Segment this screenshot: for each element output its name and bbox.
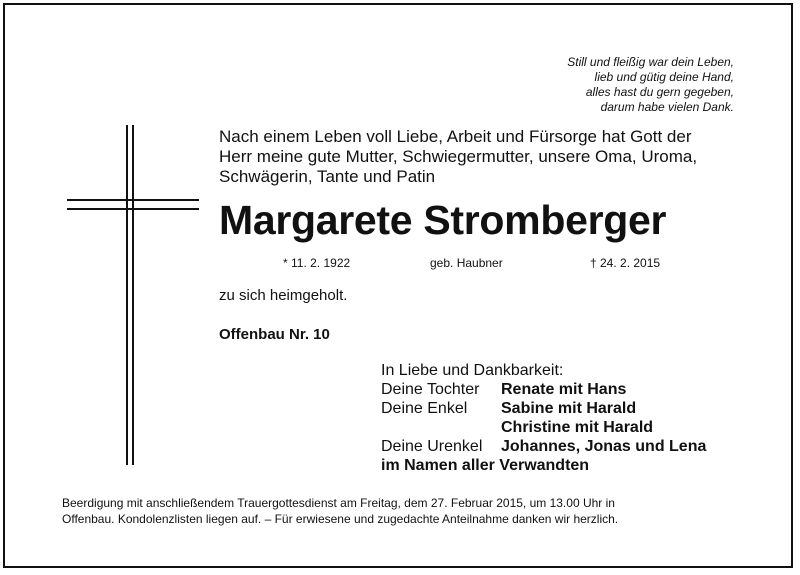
- mourner-label: Deine Urenkel: [381, 438, 483, 455]
- cross-intersection: [128, 201, 132, 208]
- mourner-names: Christine mit Harald: [501, 419, 654, 436]
- poem-line: darum habe vielen Dank.: [600, 100, 734, 114]
- intro-text: [219, 127, 697, 187]
- death-date: † 24. 2. 2015: [590, 256, 661, 270]
- poem-verse: [567, 55, 734, 115]
- mourner-names: Johannes, Jonas und Lena: [501, 438, 707, 455]
- mourners-closing-text: im Namen aller Verwandten: [381, 457, 590, 474]
- mourner-row: [381, 399, 706, 418]
- funeral-info-line: Offenbau. Kondolenzlisten liegen auf. – Für erwiesene und zugedachte Anteilnahme danken wir herzlich.: [62, 512, 619, 526]
- mourners-block: [381, 361, 706, 475]
- mourner-label: Deine Tochter: [381, 381, 480, 398]
- mourner-names: Sabine mit Harald: [501, 400, 637, 417]
- maiden-name: geb. Haubner: [430, 256, 503, 270]
- mourner-label: Deine Enkel: [381, 400, 468, 417]
- funeral-info: [62, 495, 618, 527]
- address: Offenbau Nr. 10: [219, 326, 330, 343]
- intro-line: Nach einem Leben voll Liebe, Arbeit und Fürsorge hat Gott der: [219, 127, 692, 146]
- mourners-closing: [381, 456, 706, 475]
- deceased-name: Margarete Stromberger: [219, 197, 667, 243]
- cross-horizontal-beam: [67, 199, 199, 210]
- poem-line: alles hast du gern gegeben,: [585, 85, 734, 99]
- mourners-heading: In Liebe und Dankbarkeit:: [381, 362, 564, 379]
- poem-line: lieb und gütig deine Hand,: [594, 70, 734, 84]
- heimgeholt-text: zu sich heimgeholt.: [219, 287, 348, 304]
- funeral-info-line: Beerdigung mit anschließendem Trauergottesdienst am Freitag, dem 27. Februar 2015, um 13.00 Uhr in: [62, 496, 615, 510]
- intro-line: Schwägerin, Tante und Patin: [219, 167, 436, 186]
- mourner-row: [381, 418, 706, 437]
- cross-vertical-beam: [126, 125, 134, 465]
- mourner-row: [381, 380, 706, 399]
- poem-line: Still und fleißig war dein Leben,: [567, 55, 734, 69]
- mourner-row: [381, 437, 706, 456]
- mourner-names: Renate mit Hans: [501, 381, 627, 398]
- intro-line: Herr meine gute Mutter, Schwiegermutter, unsere Oma, Uroma,: [219, 147, 698, 166]
- birth-date: * 11. 2. 1922: [283, 256, 351, 270]
